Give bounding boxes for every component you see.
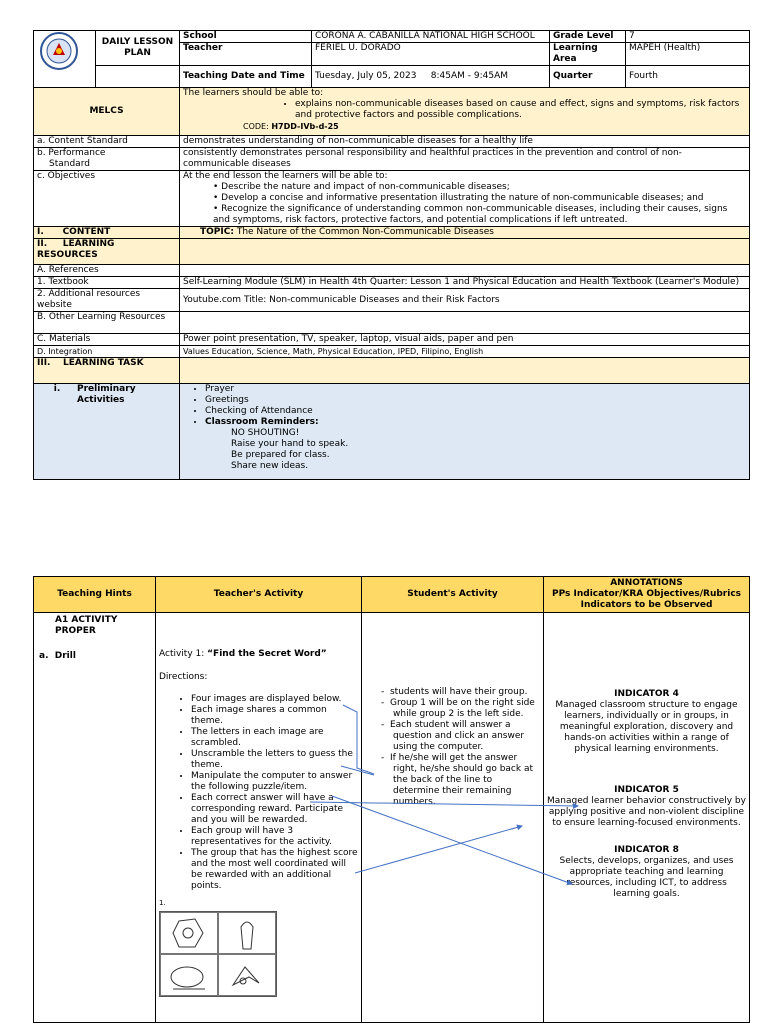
melcs-code-value: H7DD-IVb-d-25	[271, 122, 339, 131]
melcs-bullet: • explains non-communicable diseases based on cause and effect, signs and symptoms, risk factors and protective factors and possible complications.	[295, 99, 746, 121]
dlp-title-line1: DAILY LESSON	[101, 37, 174, 47]
indicator-4-text: Managed classroom structure to engage learners, individually or in groups, in meaningful exploration, discovery and hands-on activities within a range of physical learning environments.	[555, 700, 738, 754]
directions-list	[159, 694, 358, 892]
direction-item: • Manipulate the computer to answer the following puzzle/item.	[191, 771, 358, 793]
praying-hands-icon	[218, 912, 276, 954]
content-label: I. CONTENT	[34, 227, 180, 239]
dlp-title	[96, 31, 180, 66]
direction-item: • Unscramble the letters to guess the theme.	[191, 749, 358, 771]
materials-label: C. Materials	[34, 334, 180, 346]
area-label: Learning Area	[550, 43, 626, 66]
prelim-content	[180, 384, 750, 480]
indicator-4-title: INDICATOR 4	[614, 689, 679, 699]
melcs-label: MELCS	[34, 88, 180, 136]
integration-label: D. Integration	[34, 346, 180, 358]
objectives-list	[183, 182, 746, 226]
textbook-label: 1. Textbook	[34, 277, 180, 289]
date-value: Tuesday, July 05, 2023 8:45AM - 9:45AM	[312, 66, 550, 88]
indicator-5-text: Managed learner behavior constructively by applying positive and non-violent discipline to ensure learning-focused environments.	[547, 796, 746, 828]
hints-cell	[34, 613, 156, 1023]
lesson-header-table	[33, 30, 750, 480]
performance-value: consistently demonstrates personal responsibility and healthful practices in the prevention and control of non-communicable diseases	[180, 148, 750, 171]
student-item: - Group 1 will be on the right side while group 2 is the left side.	[381, 698, 535, 719]
melcs-intro: The learners should be able to:	[183, 88, 324, 98]
objectives-label: c. Objectives	[34, 171, 180, 227]
performance-label-line1: b. Performance	[37, 148, 106, 158]
drill-label: a. Drill	[39, 651, 76, 661]
direction-item: • Four images are displayed below.	[191, 694, 358, 705]
objective-item: • Describe the nature and impact of non-communicable diseases;	[213, 182, 510, 192]
date-label: Teaching Date and Time	[180, 66, 312, 88]
annotation-cell	[544, 613, 750, 1023]
area-value: MAPEH (Health)	[626, 43, 750, 66]
deped-seal-icon	[37, 31, 81, 71]
objective-item: • Develop a concise and informative presentation illustrating the nature of non-communicable diseases; and	[213, 193, 704, 203]
quarter-label: Quarter	[550, 66, 626, 88]
direction-item: • Each group will have 3 representatives for the activity.	[191, 826, 358, 848]
annotations-line1: ANNOTATIONS	[610, 578, 683, 588]
direction-item: • Each correct answer will have a corresponding reward. Participate and you will be rewarded.	[191, 793, 358, 826]
content-standard-label: a. Content Standard	[34, 136, 180, 148]
melcs-content	[180, 88, 750, 136]
directions-label: Directions:	[159, 672, 208, 682]
teacher-value: FERIEL U. DORADO	[312, 43, 550, 66]
grade-value: 7	[626, 31, 750, 43]
indicator-8-text: Selects, develops, organizes, and uses appropriate teaching and learning resources, including ICT, to address learning goals.	[559, 856, 734, 899]
microscope-icon	[160, 954, 218, 996]
learning-resources-label: II. LEARNING RESOURCES	[34, 239, 180, 265]
prelim-item: • Checking of Attendance	[205, 406, 746, 417]
puzzle-images	[159, 911, 277, 997]
reminder-item: NO SHOUTING!	[231, 428, 300, 438]
annotations-line2: PPs Indicator/KRA Objectives/Rubrics	[551, 589, 742, 599]
topic-value: The Nature of the Common Non-Communicable Diseases	[236, 227, 494, 237]
student-item: - Each student will answer a question and click an answer using the computer.	[381, 720, 525, 752]
reminders-label: • Classroom Reminders:	[205, 417, 746, 428]
direction-item: • The group that has the highest score and the most well coordinated will be rewarded with an additional points.	[191, 848, 358, 892]
picture-number: 1.	[159, 899, 166, 907]
references-label: A. References	[34, 265, 180, 277]
melcs-list	[183, 99, 746, 121]
objectives-intro: At the end lesson the learners will be able to:	[183, 171, 388, 181]
melcs-code	[183, 121, 746, 132]
other-resources-label: B. Other Learning Resources	[34, 312, 180, 334]
school-label: School	[180, 31, 312, 43]
indicator-8-title: INDICATOR 8	[614, 845, 679, 855]
logo-cell	[34, 31, 96, 88]
school-value: CORONA A. CABANILLA NATIONAL HIGH SCHOOL	[312, 31, 550, 43]
reminder-item: Raise your hand to speak.	[231, 439, 349, 449]
melcs-code-label: CODE:	[243, 122, 269, 131]
teacher-cell	[156, 613, 362, 1023]
activity-prefix: Activity 1:	[159, 649, 208, 659]
performance-label-line2: Standard	[49, 159, 90, 169]
cell-drawing-icon	[160, 912, 218, 954]
activity-heading	[159, 649, 358, 660]
student-item: - students will have their group.	[381, 687, 528, 697]
annotations-line3: Indicators to be Observed	[580, 600, 713, 610]
content-standard-value: demonstrates understanding of non-communicable diseases for a healthy life	[180, 136, 750, 148]
learning-task-label: III. LEARNING TASK	[34, 358, 180, 384]
direction-item: • The letters in each image are scrambled.	[191, 727, 358, 749]
prelim-num: i.	[53, 384, 61, 394]
topic-cell	[180, 227, 750, 239]
direction-item: • Each image shares a common theme.	[191, 705, 358, 727]
reminder-item: Be prepared for class.	[231, 450, 330, 460]
student-list	[365, 687, 540, 808]
objectives-content	[180, 171, 750, 227]
activity-table	[33, 576, 750, 1023]
objective-item: • Recognize the significance of understanding common non-communicable diseases, including their causes, signs and symptoms, risk factors, protective factors, and potential complications if left untreated.	[213, 204, 728, 225]
prelim-item: • Greetings	[205, 395, 746, 406]
dlp-title-line2: PLAN	[124, 48, 151, 58]
prelim-list	[183, 384, 746, 428]
integration-value: Values Education, Science, Math, Physical Education, IPED, Filipino, English	[180, 346, 750, 358]
additional-resources-label: 2. Additional resources website	[34, 289, 180, 312]
additional-resources-value: Youtube.com Title: Non-communicable Diseases and their Risk Factors	[180, 289, 750, 312]
teacher-label: Teacher	[180, 43, 312, 66]
prelim-text: Preliminary Activities	[77, 384, 136, 405]
prelim-item: • Prayer	[205, 384, 746, 395]
col-students-activity: Student's Activity	[362, 577, 544, 613]
col-teaching-hints: Teaching Hints	[34, 577, 156, 613]
indicator-5-title: INDICATOR 5	[614, 785, 679, 795]
materials-value: Power point presentation, TV, speaker, laptop, visual aids, paper and pen	[180, 334, 750, 346]
quarter-value: Fourth	[626, 66, 750, 88]
activity-title: “Find the Secret Word”	[207, 649, 327, 659]
a1-label: A1 ACTIVITY PROPER	[55, 615, 118, 636]
grade-label: Grade Level	[550, 31, 626, 43]
col-annotations	[544, 577, 750, 613]
topic-label: TOPIC:	[200, 227, 234, 237]
bacteria-icon	[218, 954, 276, 996]
textbook-value: Self-Learning Module (SLM) in Health 4th Quarter: Lesson 1 and Physical Education and Health Textbook (Learner's Module)	[180, 277, 750, 289]
performance-label	[34, 148, 180, 171]
student-item: - If he/she will get the answer right, he/she should go back at the back of the line to determine their remaining numbers.	[381, 753, 533, 807]
student-cell	[362, 613, 544, 1023]
reminder-item: Share new ideas.	[231, 461, 309, 471]
col-teachers-activity: Teacher's Activity	[156, 577, 362, 613]
prelim-label	[34, 384, 180, 480]
